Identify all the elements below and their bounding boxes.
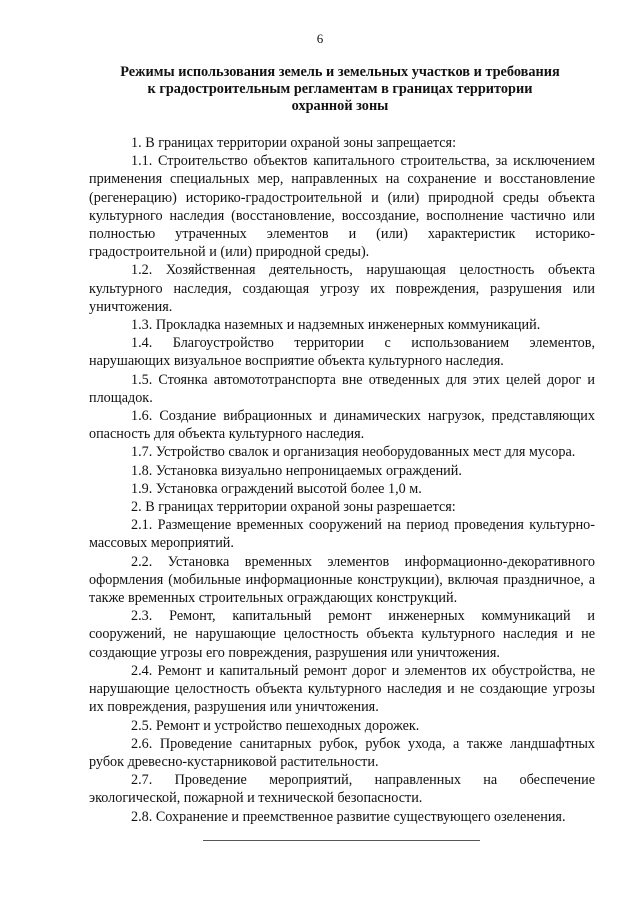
paragraph-1-9: 1.9. Установка ограждений высотой более 1,0 м.: [131, 480, 422, 497]
title-line-2: к градостроительным регламентам в границах территории: [147, 81, 533, 97]
paragraph-1-7: 1.7. Устройство свалок и организация необорудованных мест для мусора.: [131, 444, 576, 461]
paragraph-1-5: 1.5. Стоянка автомототранспорта вне отведенных для этих целей дорог и площадок.: [89, 371, 595, 406]
paragraph-1-4: 1.4. Благоустройство территории с использованием элементов, нарушающих визуальное восприятие объекта культурного наследия.: [89, 335, 595, 370]
paragraph-1-8: 1.8. Установка визуально непроницаемых ограждений.: [131, 462, 462, 479]
paragraph-2-1: 2.1. Размещение временных сооружений на период проведения культурно-массовых мероприятий.: [89, 517, 595, 552]
paragraph-2-7: 2.7. Проведение мероприятий, направленных на обеспечение экологической, пожарной и технической безопасности.: [89, 772, 595, 807]
paragraph-1-3: 1.3. Прокладка наземных и надземных инженерных коммуникаций.: [131, 317, 541, 334]
paragraph-2: 2. В границах территории охраной зоны разрешается:: [131, 499, 456, 516]
paragraph-2-5: 2.5. Ремонт и устройство пешеходных дорожек.: [131, 717, 420, 734]
paragraph-1: 1. В границах территории охраной зоны запрещается:: [131, 135, 457, 151]
paragraph-2-6: 2.6. Проведение санитарных рубок, рубок ухода, а также ландшафтных рубок древесно-кустарниковой растительности.: [89, 735, 595, 770]
paragraph-1-6: 1.6. Создание вибрационных и динамических нагрузок, представляющих опасность для объекта культурного наследия.: [89, 408, 595, 443]
paragraph-2-2: 2.2. Установка временных элементов информационно-декоративного оформления (мобильные информационные конструкции), включая праздничное, а также временных строительных ограждающих конструкций.: [89, 553, 595, 607]
document-body: [89, 134, 595, 826]
footer-divider: [203, 840, 480, 841]
title-line-1: Режимы использования земель и земельных участков и требования: [120, 64, 560, 80]
page-number: 6: [316, 31, 324, 46]
paragraph-1-2: 1.2. Хозяйственная деятельность, нарушающая целостность объекта культурного наследия, создающая угрозу их повреждения, разрушения или уничтожения.: [89, 262, 595, 315]
paragraph-2-8: 2.8. Сохранение и преемственное развитие существующего озеленения.: [131, 808, 566, 825]
paragraph-1-1: 1.1. Строительство объектов капитального строительства, за исключением применения специальных мер, направленных на сохранение и восстановление (регенерацию) историко-градостроительной и (или) природной среды объекта культурного наследия (восстановление, воссоздание, восполнение частично или полностью утраченных элементов и (или) характеристик историко-градостроительной и (или) природной среды).: [89, 153, 595, 261]
document-title: [85, 64, 595, 115]
title-line-3: охранной зоны: [291, 98, 389, 114]
paragraph-2-4: 2.4. Ремонт и капитальный ремонт дорог и элементов их обустройства, не нарушающие целостность объекта культурного наследия и не создающие угрозы их повреждения, разрушения или уничтожения.: [89, 662, 595, 716]
paragraph-2-3: 2.3. Ремонт, капитальный ремонт инженерных коммуникаций и сооружений, не нарушающие целостность объекта культурного наследия и не создающие угрозы его повреждения, разрушения или уничтожения.: [89, 608, 595, 661]
